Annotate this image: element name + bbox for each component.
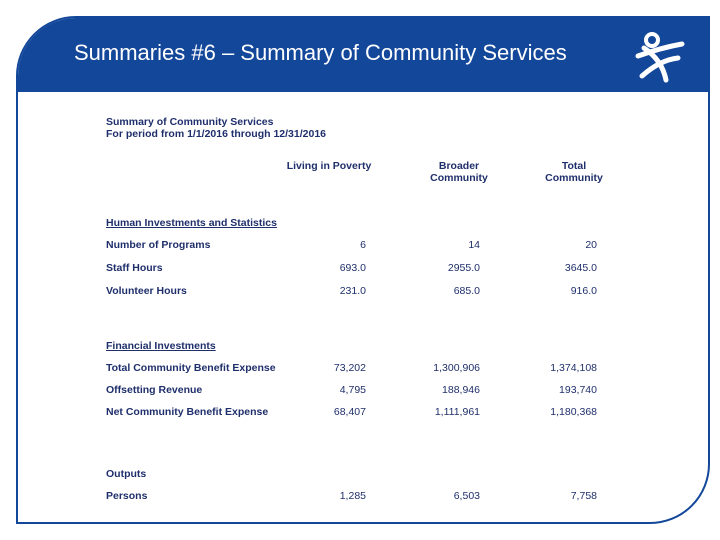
row-label: Number of Programs	[106, 239, 211, 251]
row-label: Net Community Benefit Expense	[106, 406, 269, 418]
cell-value: 1,374,108	[550, 362, 597, 374]
cell-value: 20	[585, 239, 597, 251]
cell-value: 14	[468, 239, 480, 251]
slide-title: Summaries #6 – Summary of Community Services	[74, 40, 567, 65]
cell-value: 7,758	[570, 490, 597, 502]
section-title-human: Human Investments and Statistics	[106, 217, 277, 229]
column-header-line1: Broader	[438, 160, 480, 172]
cell-value: 2955.0	[447, 262, 480, 274]
logo-icon	[632, 30, 688, 86]
cell-value: 6,503	[453, 490, 480, 502]
cell-value: 193,740	[559, 384, 597, 396]
column-header-total	[527, 160, 621, 184]
cell-value: 73,202	[333, 362, 366, 374]
section-title-financial: Financial Investments	[106, 340, 216, 352]
cell-value: 4,795	[339, 384, 366, 396]
column-header-line1: Total	[561, 160, 587, 172]
column-header-line2: Community	[430, 172, 488, 184]
cell-value: 693.0	[339, 262, 366, 274]
cell-value: 1,111,961	[434, 406, 480, 418]
slide-header	[18, 18, 708, 92]
row-label: Staff Hours	[106, 262, 163, 274]
report-heading: Summary of Community Services	[106, 116, 274, 128]
cell-value: 1,285	[339, 490, 366, 502]
row-label: Offsetting Revenue	[106, 384, 203, 396]
cell-value: 1,300,906	[433, 362, 480, 374]
row-label: Volunteer Hours	[106, 285, 187, 297]
cell-value: 188,946	[442, 384, 480, 396]
report-period: For period from 1/1/2016 through 12/31/2016	[106, 128, 326, 140]
cell-value: 231.0	[339, 285, 366, 297]
cell-value: 1,180,368	[550, 406, 597, 418]
cell-value: 685.0	[453, 285, 480, 297]
column-header-broader	[412, 160, 506, 184]
cell-value: 68,407	[333, 406, 366, 418]
cell-value: 916.0	[570, 285, 597, 297]
row-label: Total Community Benefit Expense	[106, 362, 276, 374]
column-header-line2: Living in Poverty	[286, 160, 372, 172]
section-title-outputs: Outputs	[106, 468, 147, 480]
column-header-line2: Community	[545, 172, 603, 184]
cell-value: 6	[360, 239, 366, 251]
column-header-poverty	[282, 160, 376, 172]
cell-value: 3645.0	[564, 262, 597, 274]
row-label: Persons	[106, 490, 148, 502]
